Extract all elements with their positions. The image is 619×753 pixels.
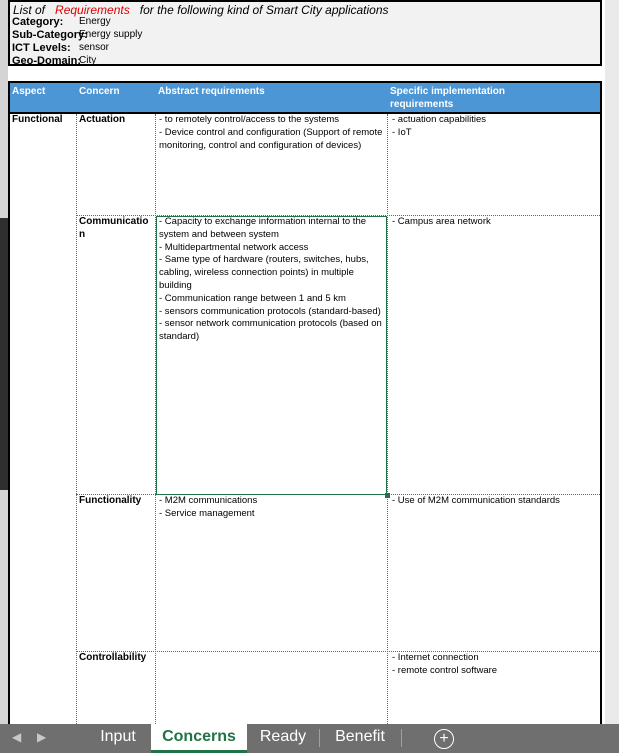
header-aspect[interactable]: Aspect [12, 86, 46, 97]
requirement-text: - sensors communication protocols (standard-based) [159, 305, 381, 317]
scrollbar-track[interactable] [605, 0, 619, 724]
add-sheet-icon[interactable]: + [434, 729, 454, 749]
sheet-tab-bar [0, 724, 619, 753]
header-specific-requirements[interactable]: Specific implementation requirements [390, 86, 506, 110]
sheet-tab-input[interactable]: Input [100, 728, 136, 745]
table-header [10, 83, 600, 114]
sheet-tab-benefit[interactable]: Benefit [335, 728, 385, 745]
requirement-text: - Capacity to exchange information internal to the system and between system [159, 216, 367, 240]
title-suffix: for the following kind of Smart City applications [139, 3, 389, 17]
requirement-text: - Device control and configuration (Support of remote monitoring, control and configuration of devices) [159, 126, 383, 151]
info-row-subcategory [12, 29, 142, 41]
title-prefix: List of [13, 3, 46, 17]
requirement-text: - IoT [392, 126, 412, 138]
info-row-geo-domain [12, 55, 96, 67]
title-highlight: Requirements [55, 3, 130, 17]
requirement-text: - Multidepartmental network access [159, 241, 309, 253]
info-row-category [12, 16, 111, 28]
header-abstract-requirements[interactable]: Abstract requirements [158, 86, 265, 97]
info-row-ict-levels [12, 42, 109, 54]
requirement-text: - Communication range between 1 and 5 km [159, 292, 346, 304]
abstract-cell-functionality[interactable] [159, 495, 383, 521]
requirement-text: - Internet connection [392, 652, 479, 663]
requirement-text: - actuation capabilities [392, 114, 486, 125]
ict-levels-value: sensor [79, 42, 110, 53]
requirements-info-box [8, 0, 602, 66]
geo-domain-value: City [79, 55, 97, 66]
requirement-text: - Use of M2M communication standards [392, 495, 560, 506]
requirement-text: - M2M communications [159, 495, 258, 506]
tab-separator [401, 729, 402, 747]
requirement-text: - to remotely control/access to the systems [159, 114, 340, 125]
requirement-text: - remote control software [392, 664, 498, 676]
concern-cell-communication[interactable]: Communication [79, 216, 149, 240]
requirement-text: - Service management [159, 507, 255, 519]
sheet-tab-ready[interactable]: Ready [259, 728, 307, 745]
concern-cell-controllability[interactable]: Controllability [79, 652, 147, 663]
window-left-edge-dark [0, 218, 8, 490]
subcategory-label: Sub-Category: [12, 29, 88, 41]
category-value: Energy [79, 16, 111, 27]
fill-handle[interactable] [385, 493, 390, 498]
grid-line [76, 114, 77, 724]
subcategory-value: Energy supply [79, 29, 143, 40]
info-title [13, 3, 389, 17]
geo-domain-label: Geo-Domain: [12, 55, 82, 67]
specific-cell-controllability[interactable] [392, 652, 592, 678]
concern-cell-functionality[interactable]: Functionality [79, 495, 142, 506]
sheet-tab-concerns[interactable]: Concerns [151, 724, 247, 753]
scroll-tabs-left-icon[interactable]: ◀ [12, 730, 22, 744]
abstract-cell-actuation[interactable] [159, 114, 383, 152]
specific-cell-actuation[interactable] [392, 114, 592, 140]
aspect-cell[interactable]: Functional [12, 114, 63, 125]
requirement-text: - Campus area network [392, 216, 491, 227]
ict-levels-label: ICT Levels: [12, 42, 71, 54]
requirement-text: - Same type of hardware (routers, switches, hubs, cabling, wireless connection points) in multiple building [159, 254, 369, 291]
concern-cell-actuation[interactable]: Actuation [79, 114, 126, 125]
grid-line [387, 114, 388, 724]
requirement-text: - sensor network communication protocols (based on standard) [159, 318, 382, 343]
specific-cell-communication[interactable] [392, 216, 592, 229]
category-label: Category: [12, 16, 64, 28]
specific-cell-functionality[interactable] [392, 495, 592, 508]
requirements-table [8, 81, 602, 724]
active-cell-selection [156, 216, 387, 495]
header-concern[interactable]: Concern [79, 86, 120, 97]
scroll-tabs-right-icon[interactable]: ▶ [37, 730, 47, 744]
